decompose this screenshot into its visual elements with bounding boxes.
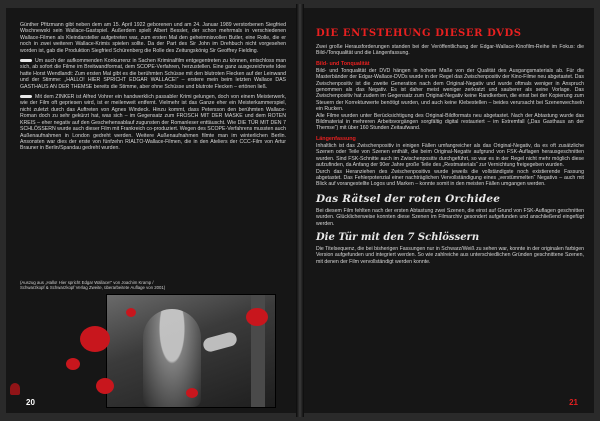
bloody-hand-icon [10,383,20,395]
left-paragraph-2 [20,58,286,90]
blood-splatter-icon [96,378,114,394]
subheading-image-sound: Bild- und Tonqualität [316,60,370,67]
intro-paragraph: Zwei große Herausforderungen standen bei der Veröffentlichung der Edgar-Wallace-Kinofilm-Reihe im Fokus: die Bild-/Tonqualität und die Längenfassung. [316,44,584,57]
length-paragraph-2: Durch das Heranziehen des Zwischenpositivs wurde jeweils die vollständigste noch existierende Fassung abgetastet. Das Fehlerpotenzial einer nachträglichen Vervollständigung eines „verstümmelten“ Negativs – auch mit Blick auf vorangestellte Logos und Marken – konnte somit in den meisten Fällen umgangen werden. [316,168,584,188]
left-paragraph-2-text: Um auch der aufkommenden Konkurrenz in Sachen Kriminalfilm entgegentreten zu können, entschloss man sich, ab sofort die Filme im Breitwandformat, dem SCOPE-Verfahren, herzustellen. Eine ganz ausgezeichnete Idee hatte Horst Wendlandt: Zum ersten Mal gibt es die berühmten Schüsse mit den blutroten Flecken auf der Leinwand und der Stimme: „HALLO! HIER SPRICHT EDGAR WALLACE!“ – erstere mein beim letzten Wallace DAS GASTHAUS AN DER THEMSE bereits die Stimme, aber ohne Schüsse und blutrote Flecken – ertönen ließ. [20,58,286,90]
blood-splatter-icon [186,388,198,398]
left-text-column [20,22,286,156]
blood-splatter-icon [66,358,80,370]
photo-hand [202,331,238,353]
length-paragraph: Inhaltlich ist das Zwischenpositiv in einigen Fällen umfangreicher als das Original-Negativ, da es oft zusätzliche Szenen oder Teile von Szenen enthält, die beim Original-Negativ aufgrund von FSK-Auflagen herausgeschnitten wurden. Sind FSK-Schnitte auch im Zwischenpositiv durchgeführt, so war es in der Regel nicht mehr möglich diese aufzufinden, da Anfang der 90er Jahre große Teile des „Restmaterials“ zur Vernichtung freigegeben wurden. [316,142,584,169]
book-gutter [296,4,304,417]
page-number-left: 20 [26,398,35,407]
heading-door-7-locks: Die Tür mit den 7 Schlössern [316,231,480,243]
right-text-column [316,44,584,269]
page-number-right: 21 [569,398,578,407]
left-paragraph-1: Günther Pfitzmann gibt neben dem am 15. April 1922 geborenen und am 24. Januar 1989 verstorbenen Siegfried Wischnewski sein Wallace-Gastspiel. Außerdem spielt Albert Bessler, der schon mehrmals in verschiedenen Wallace-Filmen als Kleindarsteller aufgetreten war, zum ersten Mal den geheimnisvollen Butler, eine Rolle, die er noch in zwei weiteren Wallace-Krimis spielen sollte. Da der Part des Sir John im Drehbuch nicht vorgesehen worden ist, gab die Produktion Siegfried Schürenberg die Rolle des Zeitungskönig Sir Geoffrey Fielding. [20,22,286,54]
left-page [6,8,296,413]
shot-marker-icon [20,59,32,62]
red-orchid-paragraph: Bei diesem Film fehlten nach der ersten Abtastung zwei Szenen, die einst auf Grund von FSK-Auflagen geschnitten wurden. Glücklicherweise konnten diese Szenen im Filmarchiv gesondert aufgefunden und anschließend eingefügt werden. [316,207,584,227]
image-sound-paragraph-2: Alle Filme wurden unter Berücksichtigung des Original-Bildformats neu abgetastet. Nach der Abtastung wurde das Bildmaterial in mehreren Arbeitsvorgängen sorgfältig digital restauriert – im Extremfall („Das Gasthaus an der Themse“) mit über 160 Stunden Zeitaufwand. [316,112,584,132]
left-paragraph-3 [20,94,286,152]
shot-marker-icon [20,95,32,98]
door-7-locks-paragraph: Die Titelsequenz, die bei bisherigen Fassungen nur in Schwarz/Weiß zu sehen war, konnte in der originalen farbigen Version aufgefunden und integriert werden. So wie zahlreiche aus unterschiedlichen Gründen geschnittene Szenen, mit denen der Film vervollständigt werden konnte. [316,245,584,265]
right-page [304,8,594,413]
chapter-heading: DIE ENTSTEHUNG DIESER DVDS [316,28,522,39]
heading-red-orchid: Das Rätsel der roten Orchidee [316,192,501,205]
blood-splatter-icon [80,326,110,352]
blood-splatter-icon [246,308,268,326]
subheading-length: Längenfassung [316,135,356,142]
image-sound-paragraph: Bild- und Tonqualität der DVD hängen in hohem Maße von der Qualität des Ausgangsmaterials ab. Für die Masterbänder der Edgar-Wallace-DVDs wurde in der Regel das Zwischenpositiv der Kino-Filme neu abgetastet. Das Zwischenpositiv ist die zweite Generation nach dem Original-Negativ und wurde oftmals weniger in Anspruch genommen als das Negativ. Es ist daher meist weniger zerkratzt und sauberer als seine Vorlage. Das Zwischenpositiv hat zudem im Gegensatz zum Original-Negativ keine Randkerben, die einst bei der Kopierung zum Steuern der Korrekturwerte benötigt wurden, und auch keine Klebestellen – beides verursacht bei Szenenwechseln ein Rucken. [316,67,584,113]
blood-splatter-icon [126,308,136,317]
quote-caption: (Auszug aus „Hallo! Hier spricht Edgar Wallace!“ von Joachim Kramp / Schwarzkopf & Schwarzkopf Verlag Zweite, überarbeitete Auflage von 2001) [20,280,166,291]
left-paragraph-3-text: Mit dem ZINKER ist Alfred Vohrer ein handwerklich passabler Krimi gelungen, doch von einem Meisterwerk, wie der Film oft gepriesen wird, ist er meilenweit entfernt. Vielmehr ist das Ganze eher ein Meisterkammerspiel, nicht zuletzt durch das Auftreten von Agnes Windeck. Hinzu kommt, dass Petersson den berühmten Wallace-Roman doch zu sehr gekürzt hat, was sich – im Gegensatz zum FROSCH MIT DER MASKE und dem ROTEN KREIS – eher negativ auf den Geschehensablauf zugunsten der Romanleser enttäuscht. Wie DIE TÜR MIT DEN 7 SCHLÖSSERN wurde auch dieser Film mit Frankreich co-produziert. Wegen des SCOPE-Verfahrens mussten auch Außenaufnahmen in London gedreht werden. Weitere Außenaufnahmen filmte man im winterlichen Berlin. Ansonsten war dies der erste von fünfzehn RIALTO-Wallace-Filmen, die in den Ateliers der CCC-Film von Artur Brauner in Berlin/Spandau gedreht wurden. [20,94,287,152]
